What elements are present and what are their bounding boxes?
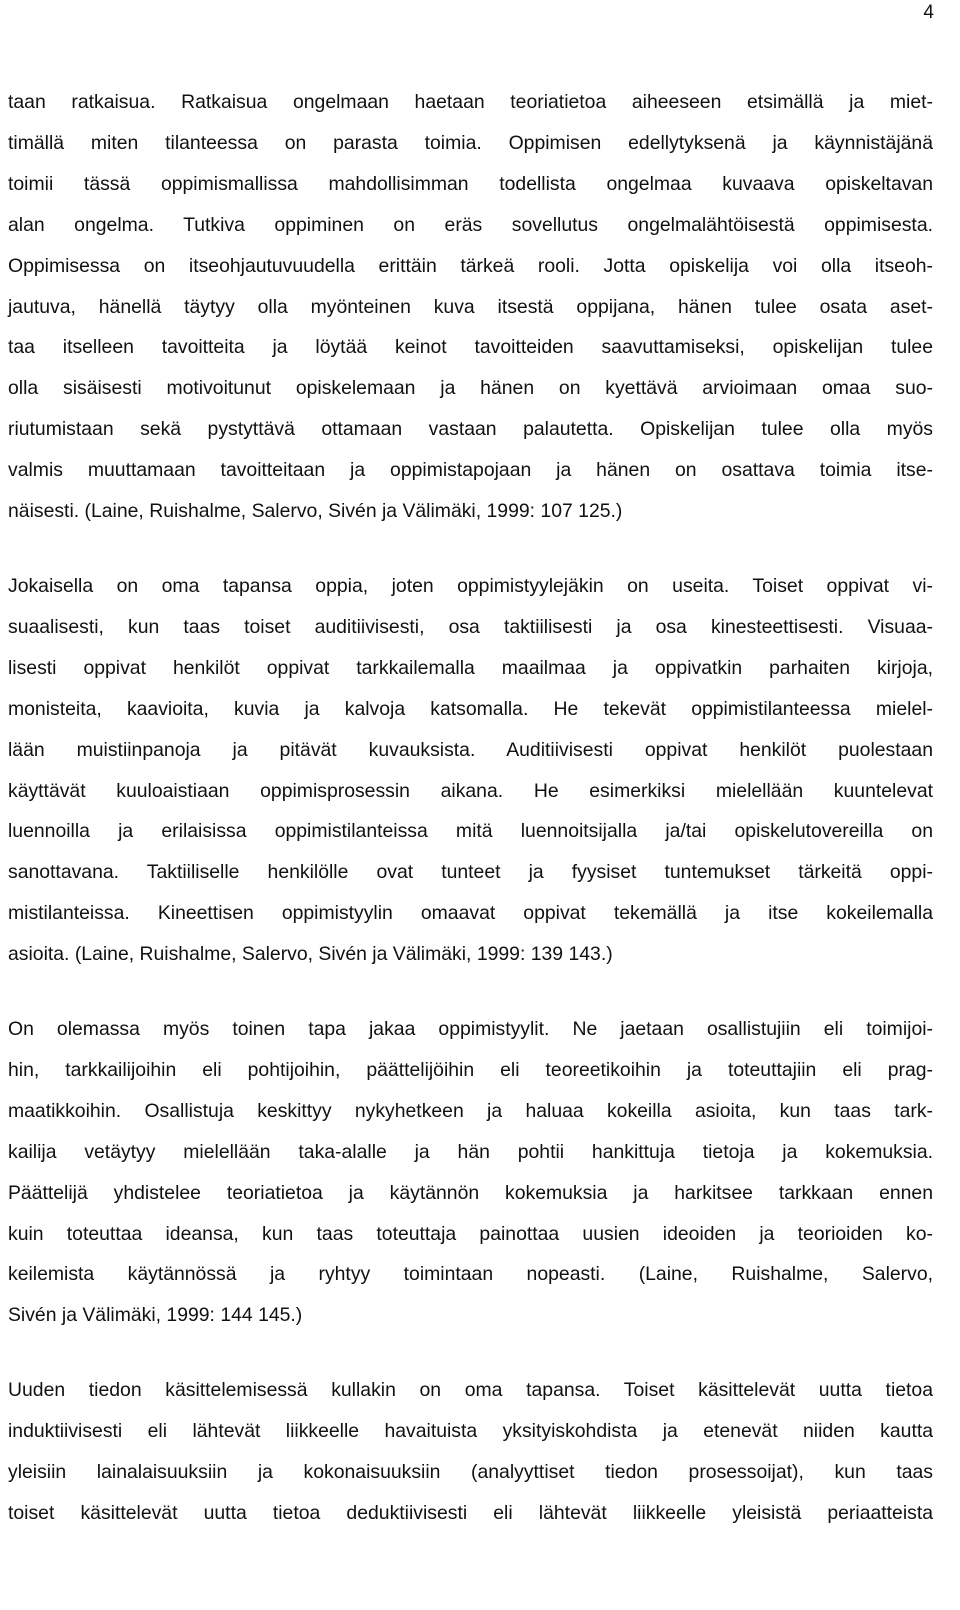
text-line: kuin toteuttaa ideansa, kun taas toteuttaja painottaa uusien ideoiden ja teorioiden ko- <box>8 1222 933 1245</box>
text-line: keilemista käytännössä ja ryhtyy toimintaan nopeasti. (Laine, Ruishalme, Salervo, <box>8 1263 933 1286</box>
text-line: kailija vetäytyy mielellään taka-alalle ja hän pohtii hankittuja tietoja ja kokemuksia. <box>8 1140 933 1163</box>
text-line: käyttävät kuuloaistiaan oppimisprosessin aikana. He esimerkiksi mielellään kuuntelevat <box>8 779 933 802</box>
text-line: hin, tarkkailijoihin eli pohtijoihin, päättelijöihin eli teoreetikoihin ja toteuttajiin eli prag- <box>8 1058 933 1081</box>
text-line: Jokaisella on oma tapansa oppia, joten oppimistyylejäkin on useita. Toiset oppivat vi- <box>8 574 933 597</box>
text-line: suaalisesti, kun taas toiset auditiivisesti, osa taktiilisesti ja osa kinesteettisesti. Visuaa- <box>8 615 933 638</box>
text-line: lisesti oppivat henkilöt oppivat tarkkailemalla maailmaa ja oppivatkin parhaiten kirjoja, <box>8 656 933 679</box>
text-line: sanottavana. Taktiiliselle henkilölle ovat tunteet ja fyysiset tuntemukset tärkeitä oppi- <box>8 861 933 884</box>
text-line: mistilanteissa. Kineettisen oppimistyylin omaavat oppivat tekemällä ja itse kokeilemalla <box>8 902 933 925</box>
text-line: olla sisäisesti motivoitunut opiskelemaan ja hänen on kyettävä arvioimaan omaa suo- <box>8 377 933 400</box>
text-line: timällä miten tilanteessa on parasta toimia. Oppimisen edellytyksenä ja käynnistäjänä <box>8 131 933 154</box>
text-line: taan ratkaisua. Ratkaisua ongelmaan haetaan teoriatietoa aiheeseen etsimällä ja miet- <box>8 91 933 113</box>
text-line: Päättelijä yhdistelee teoriatietoa ja käytännön kokemuksia ja harkitsee tarkkaan ennen <box>8 1181 933 1204</box>
paragraph-learner-types <box>8 1009 933 1336</box>
text-line: taa itselleen tavoitteita ja löytää keinot tavoitteiden saavuttamiseksi, opiskelijan tulee <box>8 336 933 359</box>
document-body <box>8 82 933 1534</box>
text-line: riutumistaan sekä pystyttävä ottamaan vastaan palautetta. Opiskelijan tulee olla myös <box>8 418 933 441</box>
text-line: maatikkoihin. Osallistuja keskittyy nykyhetkeen ja haluaa kokeilla asioita, kun taas tark- <box>8 1099 933 1122</box>
text-line: jautuva, hänellä täytyy olla myönteinen kuva itsestä oppijana, hänen tulee osata aset- <box>8 295 933 318</box>
text-line: luennoilla ja erilaisissa oppimistilanteissa mitä luennoitsijalla ja/tai opiskelutovereilla on <box>8 820 933 843</box>
text-line-citation: asioita. (Laine, Ruishalme, Salervo, Sivén ja Välimäki, 1999: 139 143.) <box>8 943 613 966</box>
text-line: lään muistiinpanoja ja pitävät kuvauksista. Auditiivisesti oppivat henkilöt puolestaan <box>8 738 933 761</box>
text-line: alan ongelma. Tutkiva oppiminen on eräs sovellutus ongelmalähtöisestä oppimisesta. <box>8 213 933 236</box>
text-line-citation: näisesti. (Laine, Ruishalme, Salervo, Sivén ja Välimäki, 1999: 107 125.) <box>8 500 623 523</box>
text-line: monisteita, kaavioita, kuvia ja kalvoja katsomalla. He tekevät oppimistilanteessa mielel- <box>8 697 933 720</box>
text-line: toimii tässä oppimismallissa mahdollisimman todellista ongelmaa kuvaava opiskeltavan <box>8 172 933 195</box>
paragraph-problem-based-learning <box>8 82 933 532</box>
text-line: induktiivisesti eli lähtevät liikkeelle havaituista yksityiskohdista ja etenevät niiden kautta <box>8 1420 933 1443</box>
paragraph-learning-styles <box>8 566 933 975</box>
text-line: toiset käsittelevät uutta tietoa deduktiivisesti eli lähtevät liikkeelle yleisistä periaatteista <box>8 1502 933 1524</box>
text-line: On olemassa myös toinen tapa jakaa oppimistyylit. Ne jaetaan osallistujiin eli toimijoi- <box>8 1018 933 1041</box>
page-number: 4 <box>923 2 934 23</box>
text-line: Uuden tiedon käsittelemisessä kullakin on oma tapansa. Toiset käsittelevät uutta tietoa <box>8 1379 933 1402</box>
text-line: Oppimisessa on itseohjautuvuudella erittäin tärkeä rooli. Jotta opiskelija voi olla itseoh- <box>8 254 933 277</box>
paragraph-information-processing <box>8 1370 933 1534</box>
text-line: valmis muuttamaan tavoitteitaan ja oppimistapojaan ja hänen on osattava toimia itse- <box>8 459 933 482</box>
text-line-citation: Sivén ja Välimäki, 1999: 144 145.) <box>8 1304 303 1327</box>
text-line: yleisiin lainalaisuuksiin ja kokonaisuuksiin (analyyttiset tiedon prosessoijat), kun taas <box>8 1461 933 1484</box>
